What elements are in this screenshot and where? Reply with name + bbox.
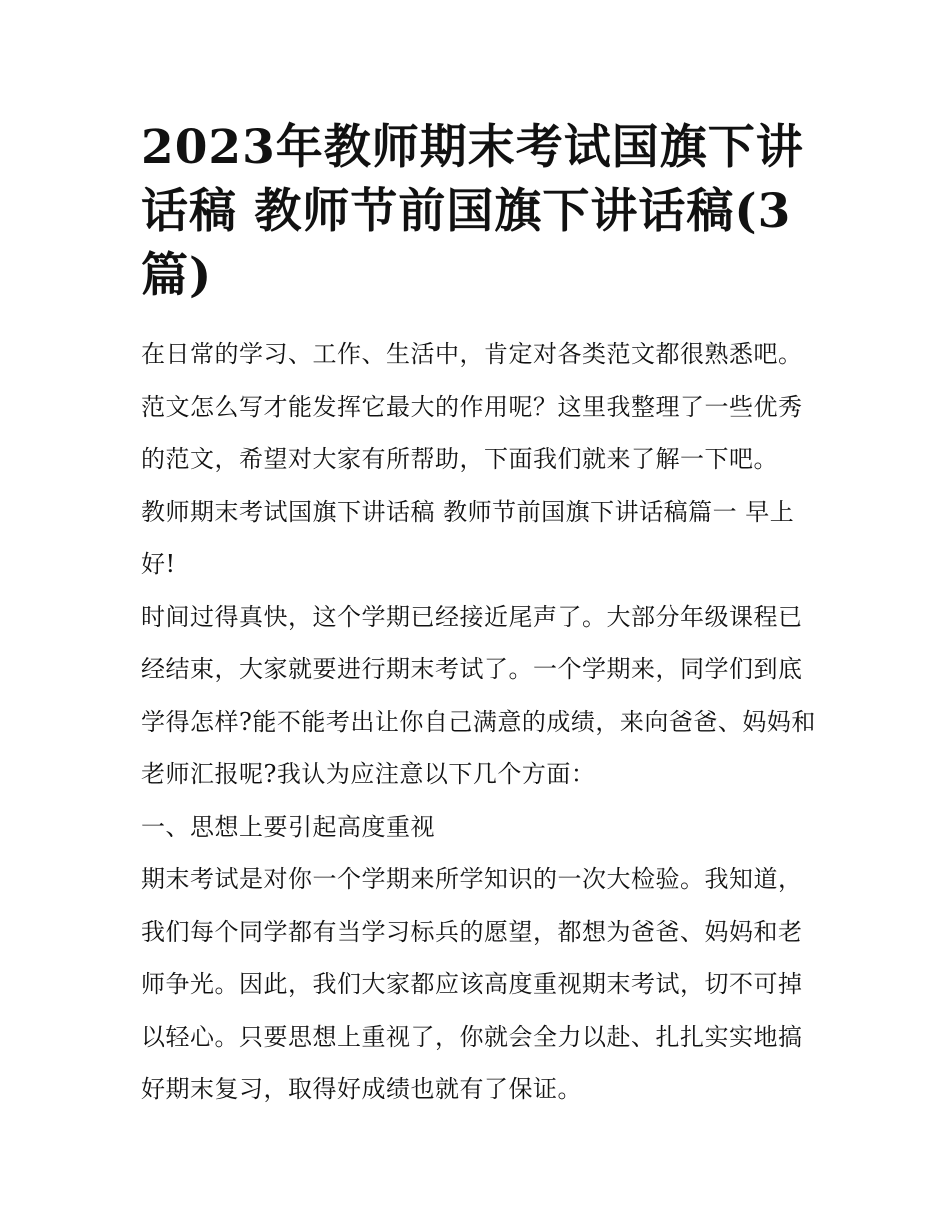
document-title: 2023年教师期末考试国旗下讲话稿 教师节前国旗下讲话稿(3篇) bbox=[141, 120, 804, 303]
document-page bbox=[141, 116, 821, 1116]
paragraph-section-one: 期末考试是对你一个学期来所学知识的一次大检验。我知道，我们每个同学都有当学习标兵的愿望，都想为爸爸、妈妈和老师争光。因此，我们大家都应该高度重视期末考试，切不可掉以轻心。只要思想上重视了，你就会全力以赴、扎扎实实地搞好期末复习，取得好成绩也就有了保证。 bbox=[141, 865, 803, 1103]
section-heading: 一、思想上要引起高度重视 bbox=[141, 812, 435, 841]
paragraph-opening: 时间过得真快，这个学期已经接近尾声了。大部分年级课程已经结束，大家就要进行期末考试了。一个学期来，同学们到底学得怎样?能不能考出让你自己满意的成绩，来向爸爸、妈妈和老师汇报呢?我认为应注意以下几个方面： bbox=[141, 602, 816, 788]
paragraph-intro: 在日常的学习、工作、生活中，肯定对各类范文都很熟悉吧。范文怎么写才能发挥它最大的作用呢？这里我整理了一些优秀的范文，希望对大家有所帮助，下面我们就来了解一下吧。 bbox=[141, 340, 803, 473]
document-body bbox=[141, 328, 821, 1116]
paragraph-greeting: 教师期末考试国旗下讲话稿 教师节前国旗下讲话稿篇一 早上好! bbox=[141, 497, 795, 578]
